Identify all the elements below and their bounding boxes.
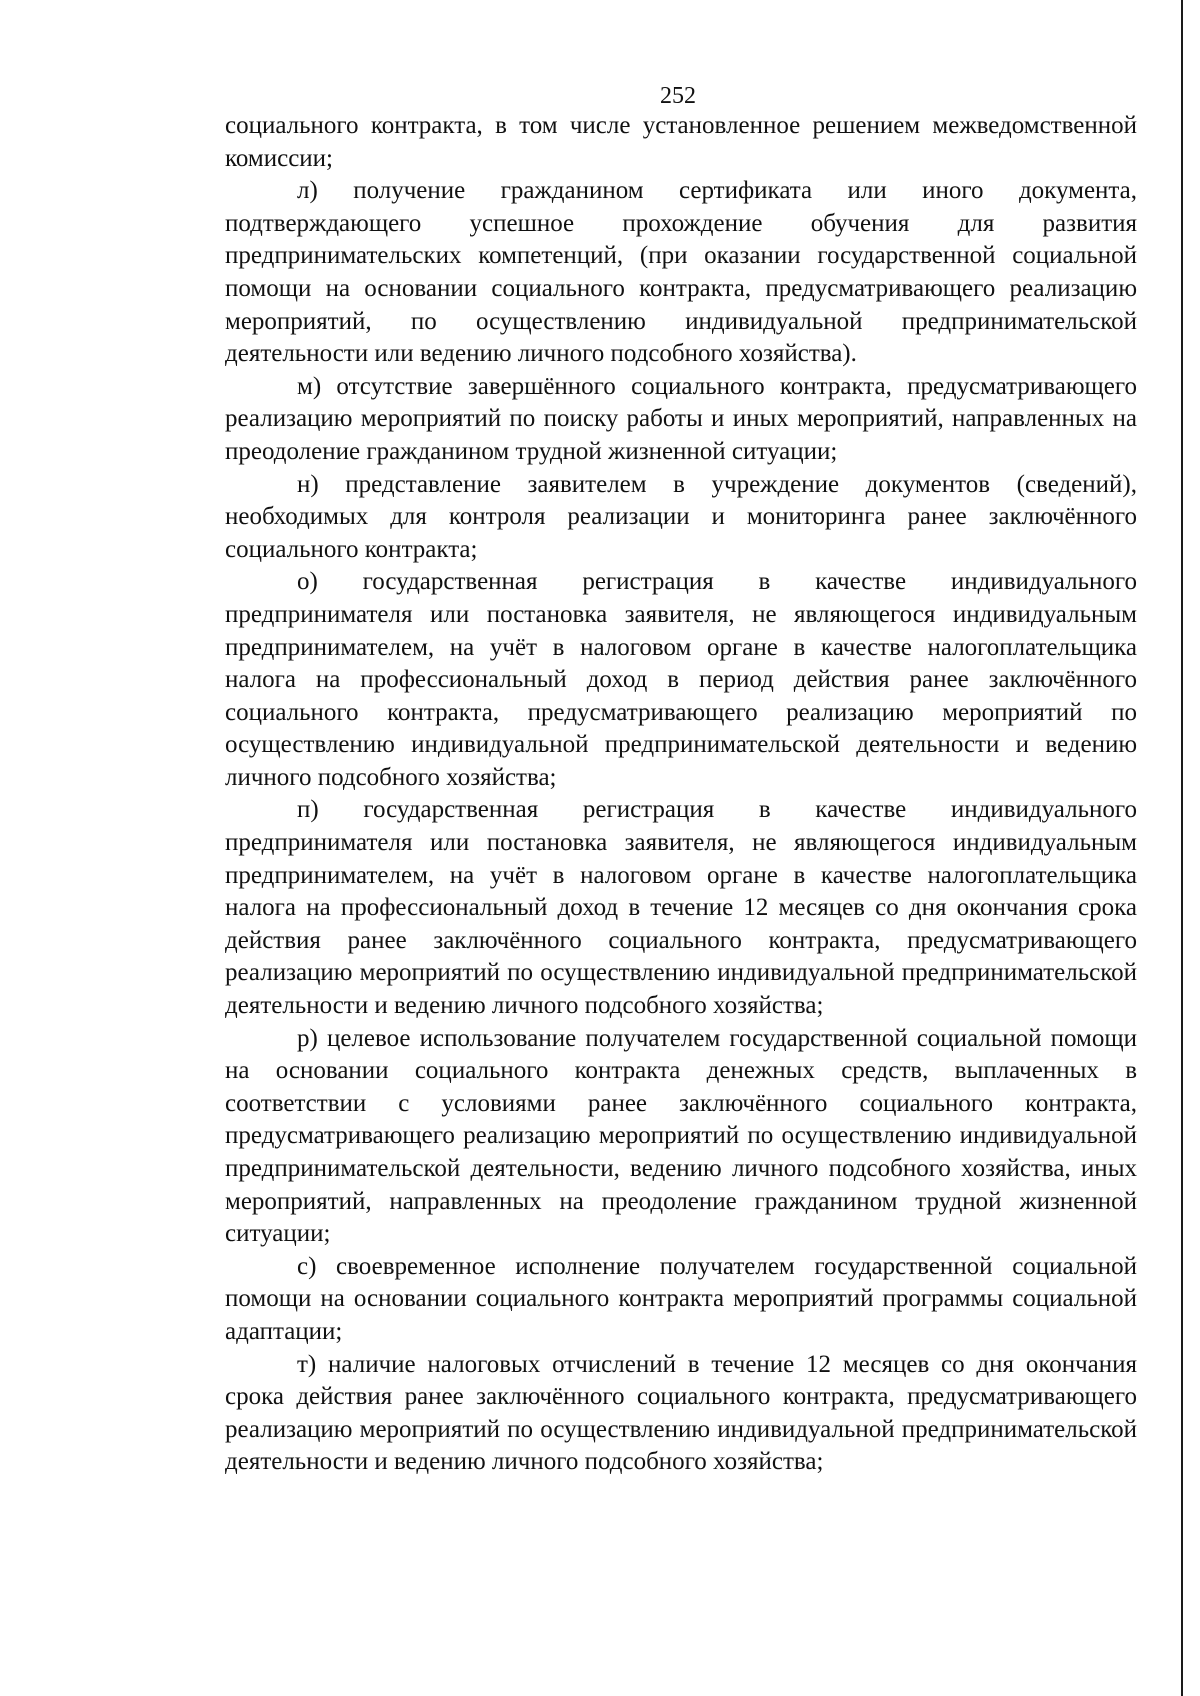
scan-edge-line	[1181, 0, 1183, 1696]
paragraph-continuation: социального контракта, в том числе установленное решением межведомственной комиссии;	[225, 112, 1137, 172]
paragraph-item-r: р) целевое использование получателем государственной социальной помощи на основании социального контракта денежных средств, выплаченных в соответствии с условиями ранее заключённого социального контракта, предусматривающего реализацию мероприятий по осуществлению индивидуальной предпринимательской деятельности, ведению личного подсобного хозяйства, иных мероприятий, направленных на преодоление гражданином трудной жизненной ситуации;	[225, 1024, 1137, 1248]
paragraph-item-t: т) наличие налоговых отчислений в течение 12 месяцев со дня окончания срока действия ранее заключённого социального контракта, предусматривающего реализацию мероприятий по осуществлению индивидуальной предпринимательской деятельности и ведению личного подсобного хозяйства;	[225, 1350, 1137, 1476]
paragraph-item-l: л) получение гражданином сертификата или иного документа, подтверждающего успешное прохождение обучения для развития предпринимательских компетенций, (при оказании государственной социальной помощи на основании социального контракта, предусматривающего реализацию мероприятий, по осуществлению индивидуальной предпринимательской деятельности или ведению личного подсобного хозяйства).	[225, 177, 1137, 368]
paragraph-item-m: м) отсутствие завершённого социального контракта, предусматривающего реализацию мероприятий по поиску работы и иных мероприятий, направленных на преодоление гражданином трудной жизненной ситуации;	[225, 372, 1137, 465]
page-number: 252	[660, 83, 696, 109]
paragraph-item-p: п) государственная регистрация в качестве индивидуального предпринимателя или постановка заявителя, не являющегося индивидуальным предпринимателем, на учёт в налоговом органе в качестве налогоплательщика налога на профессиональный доход в течение 12 месяцев со дня окончания срока действия ранее заключённого социального контракта, предусматривающего реализацию мероприятий по осуществлению индивидуальной предпринимательской деятельности и ведению личного подсобного хозяйства;	[225, 796, 1137, 1020]
paragraph-item-o: о) государственная регистрация в качестве индивидуального предпринимателя или постановка заявителя, не являющегося индивидуальным предпринимателем, на учёт в налоговом органе в качестве налогоплательщика налога на профессиональный доход в период действия ранее заключённого социального контракта, предусматривающего реализацию мероприятий по осуществлению индивидуальной предпринимательской деятельности и ведению личного подсобного хозяйства;	[225, 568, 1137, 791]
paragraph-item-s: с) своевременное исполнение получателем государственной социальной помощи на основании социального контракта мероприятий программы социальной адаптации;	[225, 1252, 1137, 1345]
body-text	[225, 110, 1137, 1479]
paragraph-item-n: н) представление заявителем в учреждение документов (сведений), необходимых для контроля реализации и мониторинга ранее заключённого социального контракта;	[225, 470, 1137, 563]
